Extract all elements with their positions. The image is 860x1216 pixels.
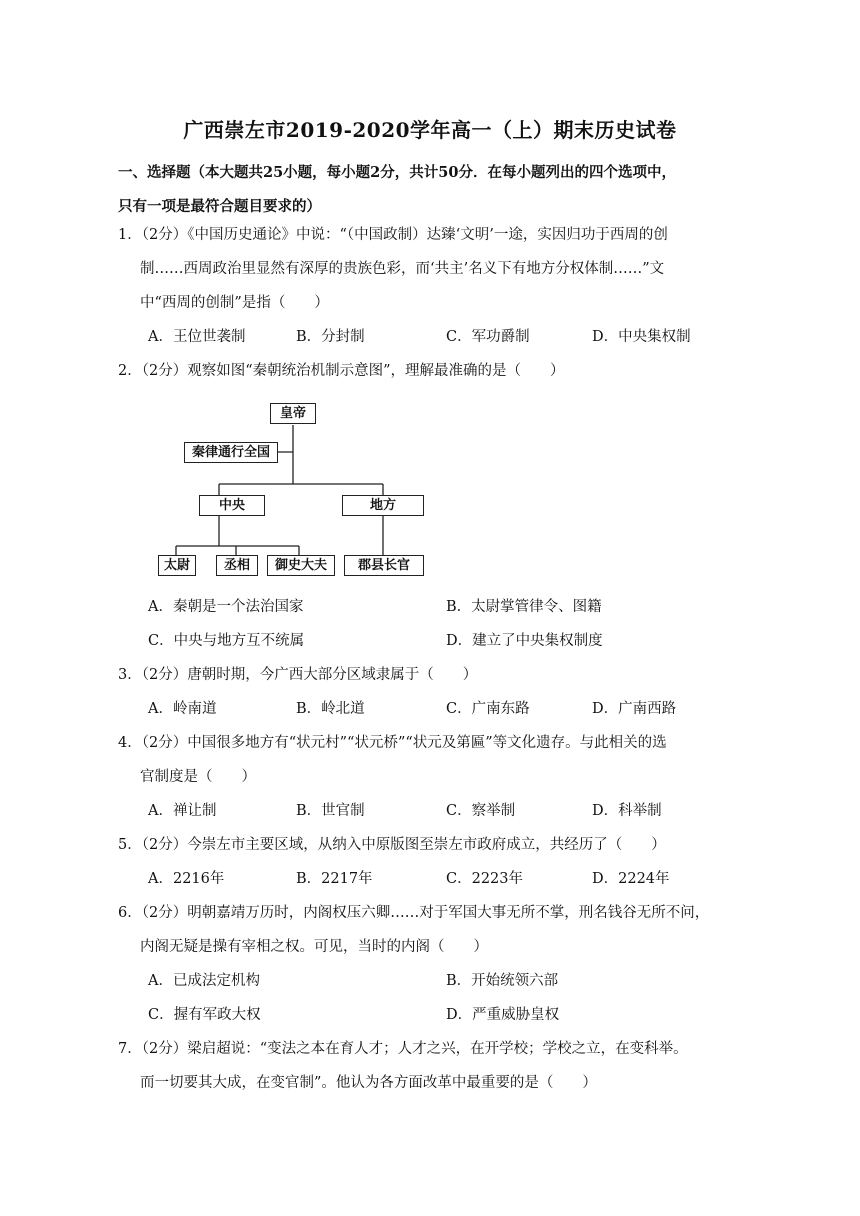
- question-2-option-c: C．中央与地方互不统属: [148, 633, 305, 649]
- diagram-box-taiwei: 太尉: [158, 555, 196, 576]
- question-7-line-2: 而一切要其大成，在变官制”。他认为各方面改革中最重要的是（ ）: [140, 1075, 597, 1091]
- question-6-option-c: C．握有军政大权: [148, 1007, 261, 1023]
- question-5-option-b: B．2217年: [296, 871, 373, 887]
- question-5-line-1: 5．（2分）今崇左市主要区域，从纳入中原版图至崇左市政府成立，共经历了（ ）: [118, 837, 666, 853]
- question-4-option-c: C．察举制: [446, 803, 516, 819]
- section-heading-line-1: 一、选择题（本大题共25小题，每小题2分，共计50分．在每小题列出的四个选项中，: [118, 164, 676, 181]
- question-7-line-1: 7．（2分）梁启超说：“变法之本在育人才；人才之兴，在开学校；学校之立，在变科举。: [118, 1041, 688, 1057]
- question-6: [118, 896, 738, 964]
- qin-governance-diagram: [158, 398, 428, 582]
- question-1-line-3: 中“西周的创制”是指（ ）: [140, 295, 329, 311]
- question-3-line-1: 3．（2分）唐朝时期，今广西大部分区域隶属于（ ）: [118, 667, 478, 683]
- diagram-box-yushi: 御史大夫: [267, 555, 335, 576]
- question-6-line-2: 内阁无疑是操有宰相之权。可见，当时的内阁（ ）: [140, 939, 488, 955]
- question-7: [118, 1032, 738, 1100]
- question-2-line-1: 2．（2分）观察如图“秦朝统治机制示意图”，理解最准确的是（ ）: [118, 363, 565, 379]
- question-1-option-c: C．军功爵制: [446, 329, 530, 345]
- question-1: [118, 218, 738, 320]
- question-3-option-a: A．岭南道: [148, 701, 217, 717]
- diagram-box-central: 中央: [199, 495, 265, 516]
- diagram-box-junxian: 郡县长官: [344, 555, 424, 576]
- diagram-box-local: 地方: [342, 495, 424, 516]
- question-3-option-d: D．广南西路: [592, 701, 677, 717]
- question-3-option-b: B．岭北道: [296, 701, 365, 717]
- question-6-option-d: D．严重威胁皇权: [446, 1007, 560, 1023]
- question-4: [118, 726, 738, 794]
- question-2-option-b: B．太尉掌管律令、图籍: [446, 599, 602, 615]
- diagram-box-law: 秦律通行全国: [184, 442, 278, 463]
- question-2-option-d: D．建立了中央集权制度: [446, 633, 603, 649]
- diagram-box-chengxiang: 丞相: [216, 555, 258, 576]
- question-6-option-b: B．开始统领六部: [446, 973, 559, 989]
- question-4-option-a: A．禅让制: [148, 803, 217, 819]
- question-2: [118, 354, 738, 388]
- question-5-option-c: C．2223年: [446, 871, 523, 887]
- question-1-line-1: 1．（2分）《中国历史通论》中说：“（中国政制）达臻‘文明’一途，实因归功于西周的创: [118, 227, 668, 243]
- question-3: [118, 658, 738, 692]
- question-1-option-a: A．王位世袭制: [148, 329, 246, 345]
- page-title: 广西崇左市2019-2020学年高一（上）期末历史试卷: [183, 118, 677, 142]
- section-heading-line-2: 只有一项是最符合题目要求的）: [118, 198, 321, 215]
- question-5-option-a: A．2216年: [148, 871, 225, 887]
- question-5: [118, 828, 738, 862]
- section-heading: [118, 156, 738, 224]
- question-3-option-c: C．广南东路: [446, 701, 530, 717]
- question-4-option-d: D．科举制: [592, 803, 662, 819]
- question-1-option-b: B．分封制: [296, 329, 365, 345]
- question-2-option-a: A．秦朝是一个法治国家: [148, 599, 304, 615]
- diagram-box-emperor: 皇帝: [270, 403, 316, 424]
- question-4-line-2: 官制度是（ ）: [140, 769, 256, 785]
- question-1-option-d: D．中央集权制: [592, 329, 691, 345]
- question-5-option-d: D．2224年: [592, 871, 670, 887]
- question-6-option-a: A．已成法定机构: [148, 973, 260, 989]
- question-4-option-b: B．世官制: [296, 803, 365, 819]
- question-6-line-1: 6．（2分）明朝嘉靖万历时，内阁权压六卿……对于军国大事无所不掌，刑名钱谷无所不问，: [118, 905, 710, 921]
- question-1-line-2: 制……西周政治里显然有深厚的贵族色彩，而‘共主’名义下有地方分权体制……”文: [140, 261, 665, 277]
- question-4-line-1: 4．（2分）中国很多地方有“状元村”“状元桥”“状元及第匾”等文化遗存。与此相关的选: [118, 735, 667, 751]
